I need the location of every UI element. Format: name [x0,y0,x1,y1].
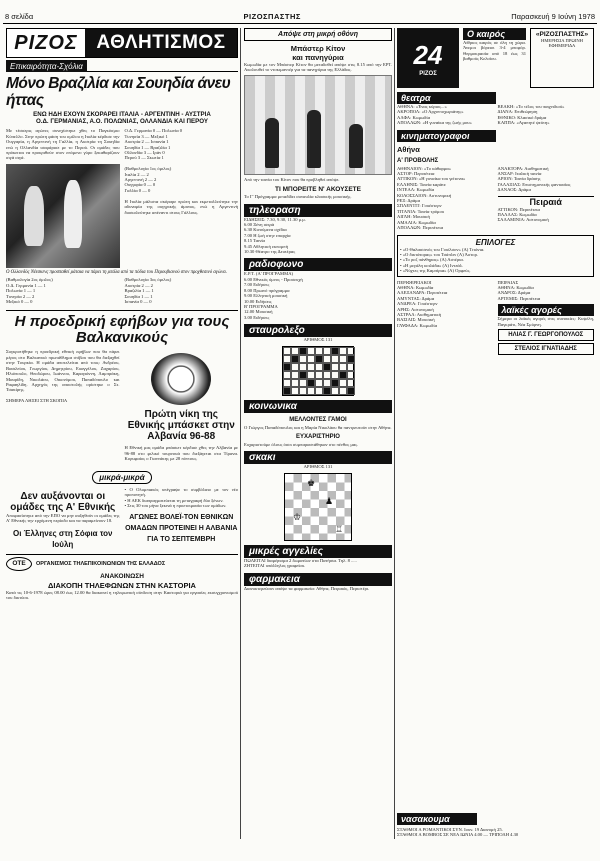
cinema-listings [397,166,594,231]
markets-text: Σήμερα οι λαϊκές αγορές στις συνοικίες: Κυψέλη, Παγκράτι, Νέα Σμύρνη. [497,316,594,327]
notice-title: ΑΝΑΚΟΙΝΩΣΗ [100,572,144,580]
notice-headline: ΔΙΑΚΟΠΗ ΤΗΛΕΦΩΝΩΝ ΣΤΗΝ ΚΑΣΤΟΡΙΑ [48,580,196,590]
paper-masthead-box [530,28,594,88]
section-tv: τηλεοραση [244,204,392,217]
match-photo [6,164,120,268]
chess-diagram: ♚ ♟ ♔ ♖ [284,473,352,541]
film-caption: Από την ταινία του Κίτον που θα προβληθεί απόψε. [244,176,340,182]
mikra-label: μικρά-μικρά [92,471,151,484]
listings-column [397,28,594,839]
theatre-text-2: ΒΕΑΚΗ: «Το τέλος του παιχνιδιού» ΔΙΑΝΑ: Επιθεώρηση ΕΘΝΙΚΟ: Κλασικό δράμα ΚΑΠΠΑ: «Αγαπητέ ψεύτη» [497,104,565,126]
piraeus-heading: Πειραιά [498,196,595,207]
basketball-emblem [151,353,211,405]
cinema-text-1: ΑΘΗΝΑΙΟΝ: «Το κάθαρμα» ΑΣΤΟΡ: Περιπέτεια ΑΤΤΙΚΟΝ: «Η γυναίκα του γείτονα» ΕΛΛΗΝΙΣ: Ταινία καράτε ΙΝΤΕΑΛ: Κωμωδία ΚΟΛΟΣΣΑΙΟΝ: Αστυνομική ΡΕΞ: Δράμα ΣΠΛΕΝΤΙΤ: Γουέστερν ΤΙΤΑΝΙΑ: Ταινία τρόμου ΑΙΓΛΗ: Μουσική ΑΜΑΛΙΑ: Κωμωδία ΑΠΟΛΛΩΝ: Περιπέτεια [397,165,466,231]
lead-subheadline: ΕΝΩ ΗΔΗ ΕΧΟΥΝ ΣΚΟΡΑΡΕΙ ΙΤΑΛΙΑ - ΑΡΓΕΝΤΙΝΗ - ΑΥΣΤΡΙΑ Ο.Δ. ΓΕΡΜΑΝΙΑΣ, Α.Ο. ΠΟΛΩΝΙΑΣ, ΟΛΛΑΝΔΙΑ ΚΑΙ ΠΕΡΟΥ [33,111,211,126]
ote-logo: ΟΤΕ [6,557,32,571]
paper-name: ΡΙΖΟΣΠΑΣΤΗΣ [243,12,301,21]
tv-tonight-box: Απόψε στη μικρή οθόνη [244,28,392,41]
w24-logo [397,28,459,88]
listen-text: Το Γ' Πρόγραμμα μεταδίδει συναυλία κλασικής μουσικής. [244,194,352,200]
lead-headline: Μόνο Βραζιλία και Σουηδία άνευ ήττας [6,75,231,109]
theatre-text-1: ΑΘΗΝΑ: «Ένας κύριος...» ΑΚΡΟΠΟΛ: «Ο Αρχοντοχωριάτης» ΑΛΦΑ: Κωμωδία ΑΠΟΛΛΩΝ: «Η γυναίκα της ζωής μου» [397,104,472,126]
lead-article [6,128,238,267]
district-text-2: ΠΕΙΡΑΙΑΣ ΑΘΗΝΑ: Κωμωδία ΑΝΔΡΟΣ: Δράμα ΑΡΤΕΜΙΣ: Περιπέτεια [497,279,541,301]
athens-heading: Αθήνα [397,144,420,154]
section-tag-bar [6,60,238,72]
section-pharmacy: φαρμακεια [244,573,392,586]
mikra-text: • Ο Ολυμπιακός υπέγραψε το συμβόλαιο με τον νέο προπονητή. • Η ΑΕΚ διαπραγματεύεται τη μεταγραφή δύο ξένων. • Στις 30 του μήνα ξεκινά η προετοιμασία των ομάδων. [124,486,238,508]
district-listings [397,280,594,355]
pharmacy-text: Διανυκτερεύουν απόψε τα φαρμακεία: Αθήνα, Πειραιάς, Περιστέρι. [244,585,370,591]
masthead-title: «ΡΙΖΟΣΠΑΣΤΗΣ» [535,31,589,38]
bottom-strip [397,813,594,853]
film-still [244,75,392,175]
premieres-heading: Α' ΠΡΟΒΟΛΗΣ [397,157,439,164]
page-header [3,8,597,24]
sports-column [6,28,238,839]
section-vasakouma: νασακουμα [397,813,477,825]
section-ads: μικρές αγγελίες [244,545,392,558]
article-text: Με τέσσερις αγώνες συνεχίστηκε χθες το Παγκόσμιο Κύπελλο. Στην πρώτη φάση του ομίλου η Ιταλία κέρδισε την Ουγγαρία, η Αργεντινή τη Γαλλία, η Αυστρία τη Σουηδία ενώ η Ολλανδία ισοφάρισε με το Περού. Οι ομάδες που πρόκειται να προκριθούν στον επόμενο γύρο ξεκαθαρίζουν σιγά σιγά. [6,128,120,161]
thanks-heading: ΕΥΧΑΡΙΣΤΗΡΙΟ [296,433,340,440]
national-headline: Δεν αυξάνονται οι ομάδες της Α' Εθνικής [10,490,116,513]
standings-text-2: (Βαθμολογία 3ος όμιλος) Αυστρία 2 — 2 Βραζιλία 1 — 1 Σουηδία 1 — 1 Ισπανία 0 — 0 [124,277,172,305]
notice-text: Κατά τις 10-6-1978 ώρες 08.00 έως 12.00 θα διακοπεί η τηλεφωνική σύνδεση στην Καστοριά για εργασίες εκσυγχρονισμού του δικτύου. [6,589,238,600]
piraeus-text: ΑΤΤΙΚΟΝ: Περιπέτεια ΠΑΛΛΑΣ: Κωμωδία ΣΑΛΑΜΙΝΙΑ: Αστυνομική [497,206,549,223]
section-tag: Επικαιρότητα-Σχόλια [6,60,87,72]
ote-notice [6,554,238,571]
national-text: Αποφασίστηκε από την ΕΠΟ να μην αυξηθούν οι ομάδες της Α' Εθνικής την ερχόμενη περίοδο και να παραμείνουν 18. [6,512,120,524]
marriage-text: Ο Γιώργος Παπαδόπουλος και η Μαρία Νικολάου θα παντρευτούν στην Αθήνα. [244,424,392,430]
group-standings [6,277,238,304]
marriage-heading: ΜΕΛΛΟΝΤΕΣ ΓΑΜΟΙ [289,416,347,423]
w24-number: 24 [413,39,443,70]
listen-headline: ΤΙ ΜΠΟΡΕΙΤΕ Ν' ΑΚΟΥΣΕΤΕ [275,186,361,194]
sports-logo [6,28,238,58]
logo-athlitismos: ΑΘΛΗΤΙΣΜΟΣ [85,29,237,57]
radio-listing: Ε.Ρ.Τ. (Α' ΠΡΟΓΡΑΜΜΑ) 6.00 Εθνικός ύμνος - Προσευχή 7.00 Ειδήσεις 8.00 Πρωινό πρόγραμμα 9.00 Ελληνική μουσική 10.00 Ειδήσεις Β' ΠΡΟΓΡΑΜΜΑ 12.00 Μουσική 3.00 Ειδήσεις [244,271,303,320]
section-chess: σκακι [244,451,392,464]
w24-sub: ΡΙΖΟΣ [419,70,437,77]
results-text: Ο.Δ. Γερμανία 0 — Πολωνία 0 Τυνησία 3 — Μεξικό 1 Αυστρία 2 — Ισπανία 1 Σουηδία 1 — Βραζιλία 1 Ολλανδία 3 — Ιράν 0 Περού 3 — Σκωτία 1 (Βαθμολογία 1ος όμιλος) Ιταλία 2 — 2 Αργεντινή 2 — 2 Ουγγαρία 0 — 0 Γαλλία 0 — 0 Η Ιταλία μάλιστα σκόραρε πρώτη και εκμεταλλεύτηκε την αδυναμία της ουγγρικής άμυνας, ενώ η Αργεντινή δυσκολεύτηκε απέναντι στους Γάλλους. [124,128,238,215]
doctor-ad: ΣΤΕΛΙΟΣ ΙΓΝΑΤΙΑΔΗΣ [498,343,595,355]
thanks-text: Ευχαριστούμε όλους όσοι συμπαραστάθηκαν στο πένθος μας. [244,441,359,447]
weather-block [397,28,594,88]
column-rule [240,28,241,839]
chess-number: ΑΡΙΘΜΟΣ 131 [303,464,333,470]
photo-caption: Ο Ολλανδός Νέεσκενς προσπαθεί μάταια να πάρει τη μπάλα από τα πόδια του Περουβιανού στον προχθεσινό αγώνα. [6,269,227,275]
logo-rizos: ΡΙΖΟΣ [7,29,85,57]
epiloges-text: • «Ο Θαλασσινός του Γουίλσον» (Α) Τιτάνια. • «Ο δικτάτορας» του Τσάπλιν (Α) Άστορ. • «Το ροζ πάνθηρας» (Α) Αστέρια. • «Η μεγάλη κοιλάδα» (Α) Ιντεάλ. • «Νύχτες της Καμπίρια» (Α) Ορφεύς. [400,246,485,274]
tv-listing: ΕΙΔΗΣΕΙΣ: 7.30, 9.30, 11.30 μ.μ. 6.00 Ξένη σειρά 6.30 Κινούμενα σχέδια 7.00 Η ζωή στην επαρχία 8.15 Ταινία 9.45 Αθλητική εκπομπή 10.30 Θέατρο της Δευτέρας [244,216,306,255]
movie-text: Κωμωδία με τον Μπάστερ Κίτον θα μεταδοθεί απόψε στις 8.15 από την ΕΡΤ. Ακολουθεί το ντοκιμαντέρ για τα πανηγύρια της Ελλάδας. [244,62,392,73]
section-social: κοινωνικα [244,400,392,413]
headline-youth: Η προεδρική εφήβων για τους Βαλκανικούς [6,310,238,346]
section-theatre: θεατρα [397,92,496,104]
section-radio: ραδιοφωνο [244,258,392,271]
short-news [6,487,238,550]
movie-title: Μπάστερ Κίτον και πανηγύρια [290,44,346,62]
section-markets: λαϊκές αγορές [498,304,595,316]
weather-text: Αίθριος καιρός σε όλη τη χώρα. Άνεμοι βόρειοι 3-4 μποφόρ. Θερμοκρασία από 18 έως 31 βαθμούς Κελσίου. [463,40,526,62]
ads-text: ΠΩΛΕΙΤΑΙ διαμέρισμα 2 δωματίων στα Πατήσια. Τηλ. 8 ..... ΖΗΤΕΙΤΑΙ υπάλληλος γραφείου. [244,557,357,569]
section-crossword: σταυρολεξο [244,324,392,337]
mikra-box [6,465,238,484]
district-text-1: ΠΕΡΙΦΕΡΕΙΑΚΟΙ ΑΘΗΝΑ: Κωμωδία ΑΛΕΞΑΝΔΡΑ: Περιπέτεια ΑΜΥΝΤΑΣ: Δράμα ΑΝΔΡΕΑ: Γουέστερν ΑΡΗΣ: Αστυνομική ΑΣΤΡΑΛ: Αισθηματική ΒΑΣΙΛΙΣ: Μουσική ΓΛΥΦΑΔΑ: Κωμωδία [397,279,448,328]
basketball-headline: Πρώτη νίκη της Εθνικής μπάσκετ στην Αλβανία 96-88 [127,409,235,443]
masthead-sub: ΗΜΕΡΗΣΙΑ ΠΡΩΙΝΗ ΕΦΗΜΕΡΙΔΑ [541,38,583,49]
tech-ad: ΗΛΙΑΣ Γ. ΓΕΩΡΓΟΠΟΥΛΟΣ [498,329,595,341]
issue-date: Παρασκευή 9 Ιούνη 1978 [511,12,595,21]
basketball-text: Η Εθνική μας ομάδα μπάσκετ κέρδισε χθες την Αλβανία με 96-88 στο φιλικό τουρνουά που διεξάγεται στα Τίρανα. Κορυφαίος ο Γιαννάκης με 28 πόντους. [124,445,238,462]
sofia-headline: Οι Έλληνες στη Σόφια τον Ιούλη [12,528,113,549]
epiloges-box [397,235,594,277]
theatre-listings [397,104,594,126]
section-cinemas: κινηματογραφοι [397,130,496,142]
volley-headline: ΑΓΩΝΕΣ ΒΟΛΕΪ-ΤΟΝ ΕΘΝΙΚΩΝ ΟΜΑΔΩΝ ΠΡΟΤΕΙΝΕΙ Η ΑΛΒΑΝΙΑ ΓΙΑ ΤΟ ΣΕΠΤΕΜΒΡΗ [125,514,238,544]
crossword-number: ΑΡΙΘΜΟΣ 131 [303,337,333,343]
epiloges-heading: ΕΠΙΛΟΓΕΣ [475,237,516,247]
cinema-text-2: ΑΝΑΚΤΟΡΑ: Αισθηματική ΑΝΣΑΡ: Ιταλική ταινία ΑΡΙΟΝ: Ταινία δράσης ΓΑΛΑΞΙΑΣ: Επιστημονικής φαντασίας ΔΑΝΑΟΣ: Δράμα [497,165,571,193]
vasakouma-text: ΣΤΑΘΜΟΙ Α ΡΟΜΑΝΤΙΚΟΙ ΣΥΝ. Ιουν. 19 Διανομή 25. ΣΤΑΘΜΟΙ Α ΒΟΜΒΟΣ ΣΕ ΝΕΑ ΙΩΝΙΑ 4.00 — ΤΡΙΠΟΛΗ 4.30 [397,827,519,838]
weather-heading: Ο καιρός [463,28,526,40]
youth-text: Συγκροτήθηκε η προεδρική εθνική εφήβων που θα πάρει μέρος στο Βαλκανικό πρωτάθλημα στίβου που θα διεξαχθεί στην Τουρκία. Η ομάδα αποτελείται από τους: Ανδρέου, Βασιλείου, Γεωργίου, Δημητρίου, Ευαγγέλου, Ζαχαρίου, Ηλιόπουλο, Θεοδώρου, Ιωάννου, Καραγιάννη, Λαμπράκη, Μαυρίδη, Νικολάου, Οικονόμου, Παπαδόπουλο και Ραφαηλίδη. Αρχηγός της αποστολής ορίστηκε ο Στ. Τσακίρης. ΣΗΜΕΡΑ ΛΗΞΕΙ ΣΤΗ ΣΚΟΠΙΑ [6,349,120,404]
ote-name: ΟΡΓΑΝΙΣΜΟΣ ΤΗΛΕΠΙΚΟΙΝΩΝΙΩΝ ΤΗΣ ΕΛΛΑΔΟΣ [36,560,166,567]
page-number: 8 σελίδα [5,12,34,21]
standings-text: (Βαθμολογία 2ος όμιλος) Ο.Δ. Γερμανία 1 — 1 Πολωνία 1 — 1 Τυνησία 2 — 2 Μεξικό 0 — 0 [6,277,53,305]
column-rule [394,28,395,839]
media-column [244,28,392,839]
youth-article [6,349,238,461]
crossword-grid [282,346,354,396]
